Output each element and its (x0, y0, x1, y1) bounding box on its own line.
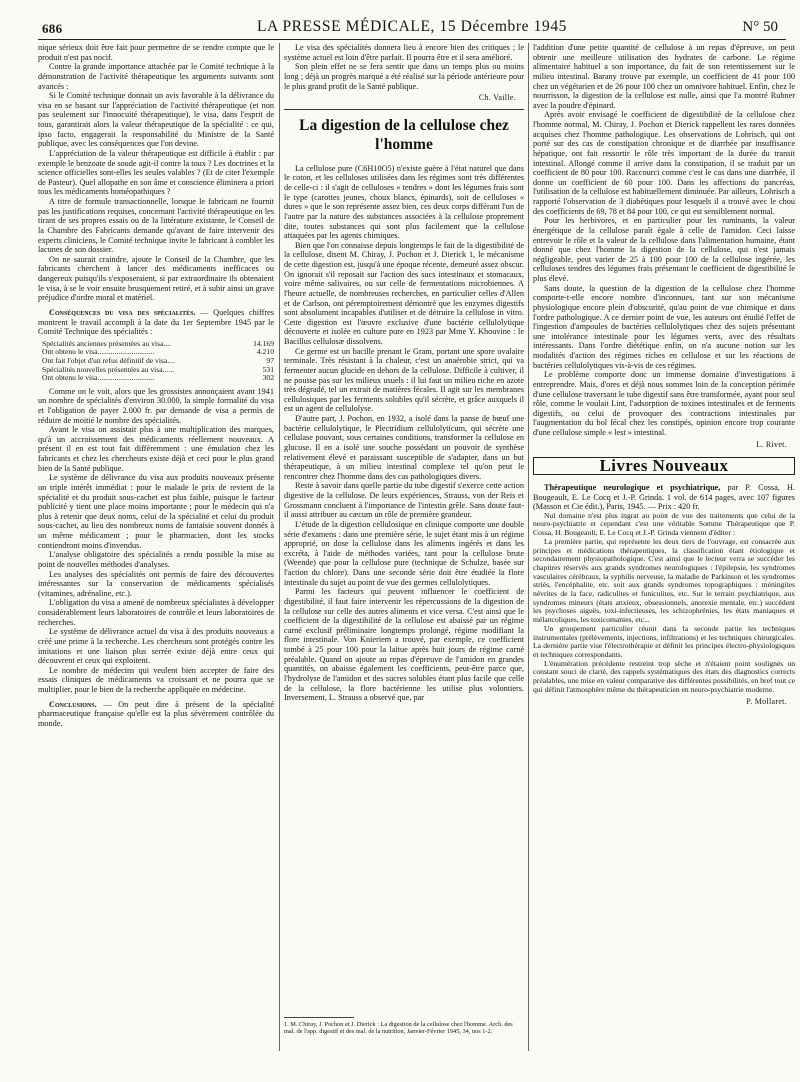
paragraph: Sans doute, la question de la digestion de la cellulose chez l'homme comporte-t-elle encore nombre d'inconnues, tant sur son mécanisme physiologique encore plein d'obscurité, qu'au point de vue chimique et dans l'ordre pathologique. A ce dernier point de vue, les auteurs ont étudié l'effet de l'ingestion d'ampoules de bactéries cellulolytiques chez des sujets présentant une intolérance intestinale pour les légumes verts, avec des résultats intéressants. Dans l'ordre diététique enfin, on n'a aucune notion sur les modalités d'action des régimes riches en cellulose et sur les réactions de bactéries cellulolytiques vis-à-vis de ces régimes. (533, 283, 795, 370)
consequences-text: — Quelques chiffres montrent le travail accompli à la date du 1er Septembre 1945 par le Comité Technique des spécialités : (38, 307, 274, 337)
column-1 (38, 43, 274, 729)
paragraph: L'étude de la digestion cellulosique en clinique comporte une double série d'examens : dans une première série, le sujet étant mis à un régime approprié, on dose la cellulose dans les aliments ingérés et dans les excréta, à l'aide de méthodes variées, tant pour la cellulose brute (Weende) que pour la cellulose pure (technique de Schulze, basée sur l'action du chlore). Dans une seconde série doit être étudiée la flore intestinale du sujet au point de vue des germes cellulolytiques. (284, 519, 524, 587)
stats-label: Ont obtenu le visa.............................. (42, 347, 155, 357)
paragraph: Bien que l'on connaisse depuis longtemps le fait de la digestibilité de la cellulose, disent M. Chiray, J. Pochon et J. Dierick 1, le mécanisme de cette digestion est, jusqu'à une époque récente, demeuré assez obscur. On ignorait s'il reposait sur l'action des sucs intestinaux et stomacaux, voire même salivaires, ou sur celle de fermentations microbiennes. A l'heure actuelle, de nombreuses recherches, en particulier celles d'Allen et de Carlson, ont péremptoirement démontré que les enzymes digestifs sont absolument incapables d'utiliser et de détruire la cellulose in vitro. Cette digestion est l'œuvre exclusive d'une bactérie cellulolytique découverte et isolée en culture pure en 1923 par Mme Y. Khouvine : le Bacillus cellulosæ dissolvens. (284, 240, 524, 346)
paragraph: Son plein effet ne se fera sentir que dans un temps plus ou moins long ; déjà un progrès marqué a été réalisé sur la période antérieure pour le plus grand profit de la Santé publique. (284, 62, 524, 91)
footnote: 1. M. Chiray, J. Pochon et J. Dierick : La digestion de la cellulose chez l'homme. Arch. des mal. de l'app. digestif et des mal. de la nutrition, Janvier-Février 1945, 34, nos 1-2. (284, 1021, 513, 1036)
paragraph: Un groupement particulier réunit dans la seconde partie les techniques instrumentales (prélèvements, injections, infiltrations) et les techniques chirurgicales. La dernière partie vise l'électrothérapie et définit les principes électro-physiologiques et techniques correspondants. (533, 623, 795, 659)
reviewer-signature: P. Mollaret. (746, 696, 787, 706)
footnote-rule (284, 1017, 354, 1018)
paragraph: On ne saurait craindre, ajoute le Conseil de la Chambre, que les fabricants cherchent à lancer des médicaments inefficaces ou dangereux puisqu'ils s'exposeraient, si par extraordinaire ils obtenaient le visa, à se le voir ensuite brusquement retiré, et à subir ainsi un grave préjudice d'ordre moral et matériel. (38, 254, 274, 303)
stats-label: Ont fait l'objet d'un refus définitif de visa.... (42, 355, 175, 365)
section-divider (284, 109, 524, 110)
paragraph: Avant le visa on assistait plus à une multiplication des marques, qu'à un accroissement des médicaments réellement nouveaux. A présent il en est tout fait différemment : une émulation chez les fabricants et chez les chercheurs existe déjà et ceci pour le plus grand bien de la Santé publique. (38, 425, 274, 473)
page-number: 686 (42, 21, 63, 36)
paragraph: D'autre part, J. Pochon, en 1932, a isolé dans la panse de bœuf une bactérie cellulolytique, le Plectridium cellulolyticum, qui sécrète une cellulase pouvant, sous certaines conditions, transformer la cellulose en glucose. Il en a isolé une souche possédant un pouvoir de synthèse relativement élevé et paraissant susceptible de s'adapter, dans un but thérapeutique, à un milieu intestinal complexe tel qu'on peut le rencontrer chez l'homme dans des cas pathologiques divers. (284, 414, 524, 481)
paragraph: Le nombre de médecins qui veulent bien accepter de faire des essais cliniques de médicaments va croissant et ne pourra que se multiplier, pour le bien de la recherche appliquée en médecine. (38, 665, 274, 695)
stats-value: 531 (262, 364, 274, 374)
journal-title: LA PRESSE MÉDICALE, 15 Décembre 1945 (256, 18, 568, 35)
stats-label: Spécialités anciennes présentées au visa.... (42, 338, 172, 348)
paragraph: Nul domaine n'est plus ingrat au point de vue des traitements que celui de la neuro-psychiatrie et cependant c'est une véritable Somme Thérapeutique que P. Cossa, H. Bougeault, E. Le Cocq et J.-P. Grinda viennent d'éditer : (533, 510, 795, 538)
column-2 (284, 43, 524, 703)
consequences-paragraph (38, 308, 274, 337)
paragraph: L'énumération précédente restreint trop sèche et n'étaient point soulignés un constant souci de clarté, des rappels systématiques des états des diagnostics corrects préalables, une mise en valeur comparative des différentes possibilités, en bref tout ce qui définit l'atmosphère même du thérapeuticien en neuro-psychiatrie moderne. (533, 658, 795, 694)
visa-stats-table (42, 340, 274, 383)
author-signature: L. Rivet. (756, 439, 787, 449)
paragraph: Pour les herbivores, et en particulier pour les ruminants, la valeur énergétique de la cellulose paraît égale à celle de l'amidon. Ceci laisse entrevoir le rôle et la valeur de la cellulose dans l'alimentation humaine, étant donné que chez l'homme la digestion de la cellulose, qui n'est jamais négligeable, peut varier de 25 à 100 pour 100 de la cellulose ingérée, les celluloses tendres des légumes frais présentant le coefficient de digestibilité le plus élevé. (533, 216, 795, 283)
books-section-heading: Livres Nouveaux (533, 457, 795, 475)
stats-value: 97 (266, 355, 274, 365)
paragraph: Contre la grande importance attachée par le Comité technique à la démonstration de l'activité thérapeutique les arguments suivants sont avancés : (38, 62, 274, 91)
paragraph: Le système de délivrance actuel du visa à des produits nouveaux a créé une prime à la recherche. Les chercheurs sont protégés contre les imitations et une liaison plus serrée existe déjà entre ceux qui découvrent et ceux qui exploitent. (38, 627, 274, 666)
paragraph: Les analyses des spécialités ont permis de faire des découvertes intéressantes sur la conservation de médicaments spécialisés (vitamines, adrénaline, etc.). (38, 569, 274, 598)
book-details: par P. Cossa, H. Bougeault, E. Le Cocq et J.-P. Grinda. 1 vol. de 614 pages, avec 107 figures (Masson et Cie édit.), Paris, 1945. — Prix : 420 fr. (533, 482, 795, 512)
page-header (38, 17, 786, 40)
paragraph: L'analyse obligatoire des spécialités a rendu possible la mise au point de nouvelles méthodes d'analyses. (38, 550, 274, 569)
conclusions-heading: Conclusions. (49, 699, 97, 709)
book-entry (533, 483, 795, 512)
book-title: Thérapeutique neurologique et psychiatrique, (544, 482, 721, 492)
stats-value: 14.169 (253, 338, 274, 348)
paragraph: Parmi les facteurs qui peuvent influencer le coefficient de digestibilité, il faut faire intervenir les répercussions de la digestion de la cellulose sur celle des autres aliments et vice versa. C'est ainsi que le coefficient de la digestibilité de la cellulose est abaissé par un régime carné exclusif préliminaire longtemps prolongé, régime modifiant la flore intestinale. Von Knieriem a trouvé, par exemple, ce coefficient tombé à 25 pour 100 pour la laitue après huit jours de régime carné préalable. Quand on ajoute au repas d'épreuve de l'amidon en grandes quantités, on abaisse également les coefficients, peut-être parce que, l'hydrolyse de l'amidon et des sucres solubles étant plus facile que celle de la cellulose, la flore bactérienne les utilise plus volontiers. Inversement, L. Strauss a observé que, par (284, 587, 524, 703)
paragraph: A titre de formule transactionnelle, lorsque le fabricant ne fournit pas les justifications requises, concernant l'activité thérapeutique en les tirant de ses propres essais ou de la littérature existante, le Conseil de la Chambre des Fabricants demande qu'avant de faire intervenir des experts cliniciens, le Comité technique invite le fabricant à combler les lacunes de son dossier. (38, 197, 274, 255)
paragraph: La première partie, qui représente les deux tiers de l'ouvrage, est consacrée aux principes et médications thérapeutiques, la classification étant étiologique et secondairement physiopathologique. C'est ainsi que le lecteur verra se succéder les chapitres réservés aux grands syndromes neurologiques : l'épilepsie, les syndromes vasculaires cérébraux, la syphilis nerveuse, la maladie de Parkinson et les syndromes striés, l'encéphalite, etc. soit aux grands syndromes topographiques : méningites névrites de la face, radiculites et funiculites, etc. Sur le terrain psychiatrique, aux syndromes mineurs (états anxieux, obsessionnels, anorexie mentale, etc.) succèdent les psychoses aiguës, toxi-infectieuses, les schizophrénies, les états maniaques et mélancoliques, les toxicomanies, etc... (533, 536, 795, 625)
stats-row (42, 374, 274, 383)
paragraph: Le système de délivrance du visa aux produits nouveaux présente un triple intérêt immédiat : pour le malade le prix de revient de la spécialité et du produit sous-cachet est plus faible, puisque le facteur publicité y tient une place moins importante ; pour le médecin qui n'a plus à retenir que deux noms, celui de la spécialité et celui du produit sous-cachet, au lieu des nombreux noms de fantaisie souvent donnés à un même médicament ; pour le pharmacien, dont les stocks contiendront moins d'invendus. (38, 473, 274, 550)
paragraph: Après avoir envisagé le coefficient de digestibilité de la cellulose chez l'homme normal, M. Chiray, J. Pochon et Dierick rappellent les rares données acquises chez l'homme pathologique. Les observations de Lohrisch, qui ont porté sur des cas de constipation chronique et de diarrhée par insuffisance hépatique, ont fait ressortir le rôle très important de la durée du transit intestinal. Allongé comme il arrive dans la constipation, il se traduit par un coefficient de 80 pour 100. Raccourci comme c'est le cas dans une diarrhée, il donne un coefficient de 60 pour 100. Dans les affections du pancréas, l'utilisation de la cellulose est habituellement diminuée. Par ailleurs, Lohrisch a rapporté l'observation de 3 diabétiques pour lesquels il a trouvé avec le chou des coefficients de 69, 78 et 84 pour 100, ce qui est sensiblement normal. (533, 110, 795, 216)
paragraph: Si le Comité technique donnait un avis favorable à la délivrance du visa en se basant sur l'appréciation de l'activité thérapeutique (et non pas seulement sur l'innocuité thérapeutique), le visa, dans l'esprit de tous, garantirait alors la valeur thérapeutique de la spécialité : ce qui, ipso facto, engagerait la responsabilité du Ministre de la Santé publique, avec les conséquences que l'on devine. (38, 91, 274, 149)
issue-number: N° 50 (742, 19, 778, 35)
paragraph: Le visa des spécialités donnera lieu à encore bien des critiques ; le système actuel est loin d'être parfait. Il pourra être et il sera amélioré. (284, 43, 524, 62)
paragraph: L'obligation du visa a amené de nombreux spécialistes à développer considérablement leurs laboratoires de contrôle et leurs laboratoires de recherches. (38, 598, 274, 627)
article-title: La digestion de la cellulose chez l'homme (299, 116, 509, 153)
paragraph: Ce germe est un bacille prenant le Gram, portant une spore ovalaire terminale. Très résistant à la chaleur, c'est un anaérobie strict, qui va fermenter aucun glucide en dehors de la cellulose. Difficile à cultiver, il ne pousse pas sur les milieux usuels : il lui faut un milieu riche en azote très dégradé, tel un extrait de matières fécales. Il agit sur les membranes cellulosiques par les ferments solubles qu'il sécrète, et grâce auxquels il est un agent de cellulolyse. (284, 346, 524, 414)
stats-label: Ont obtenu le visa.............................. (42, 373, 155, 383)
author-signature: Ch. Vaille. (478, 93, 516, 103)
paragraph: Reste à savoir dans quelle partie du tube digestif s'exerce cette action digestive de la cellulose. De leurs expériences, Strauss, von der Reis et Grossmann concluent à l'importance de l'intestin grêle. Sans doute faut-il aussi attribuer au cæcum un rôle de première grandeur. (284, 481, 524, 520)
conclusions-paragraph (38, 700, 274, 729)
stats-label: Spécialités nouvelles présentées au visa...... (42, 364, 175, 374)
column-divider-1 (279, 43, 280, 1051)
column-divider-2 (528, 43, 529, 1051)
paragraph: La cellulose pure (C6H10O5) n'existe guère à l'état naturel que dans le coton, et les celluloses utilisées dans les régimes sont très différentes de celle-ci : il s'agit de celluloses « tendres » dont les légumes frais sont le type (carottes jeunes, choux blancs, épinards), soit de celluloses « dures » que le son représente assez bien, ces deux corps différant l'un de l'autre par la nature des substances associées à la cellulose proprement dite, toutes substances qui sont plus facilement que la cellulose attaquées par les agents chimiques. (284, 163, 524, 241)
stats-value: 4.210 (256, 347, 274, 357)
paragraph: Le problème comporte donc un immense domaine d'investigations à entreprendre. Mais, d'ores et déjà nous sommes loin de la conception périmée d'une cellulose traversant le tube digestif sans être transformée, ayant pour seul rôle, comme le voulait Lint, l'adsorption de toxines intestinales et de ferments digestifs, ou celui de provoquer des contractions intestinales par l'augmentation du bol fécal chez les constipés, opinion encore trop courante d'une cellulose simple « lest » intestinal. (533, 370, 795, 437)
paragraph: L'appréciation de la valeur thérapeutique est difficile à établir : par exemple le benzoate de soude agit-il contre la toux ? Les doctrines et la science officielles sont-elles les seules valables ? (Et de citer l'exemple de Pasteur). Quel allopathe en son âme et conscience éliminera a priori tous les médicaments homéopathiques ? (38, 148, 274, 197)
conclusions-text: — On peut dire à présent de la spécialité pharmaceutique française qu'elle est la plus sévèrement contrôlée du monde. (38, 699, 274, 728)
paragraph: l'addition d'une petite quantité de cellulose à un repas d'épreuve, on peut obtenir une meilleure utilisation des hydrates de carbone. Le régime alimentaire habituel a son importance, du fait de son retentissement sur le milieu intestinal. Barany trouve par exemple, un coefficient de 41 pour 100 chez un végétarien et de 26 pour 100 chez un omnivore habituel. Enfin, chez le nourrisson, la digestion de la cellulose est nulle, ainsi que l'a montré Rubner avec la poudre d'épinard. (533, 43, 795, 110)
book-review (533, 512, 795, 695)
paragraph: nique sérieux doit être fait pour permettre de se rendre compte que le produit n'est pas nocif. (38, 43, 274, 62)
paragraph: Comme on le voit, alors que les grossistes annonçaient avant 1941 un nombre de spécialités d'environ 30.000, la simple formalité du visa et l'obligation de payer 2.000 fr. par demande de visa a permis de réduire de moitié le nombre des spécialités. (38, 386, 274, 425)
consequences-heading: Conséquences du visa des spécialités. (49, 307, 196, 317)
column-3 (533, 43, 795, 706)
stats-value: 302 (262, 373, 274, 383)
